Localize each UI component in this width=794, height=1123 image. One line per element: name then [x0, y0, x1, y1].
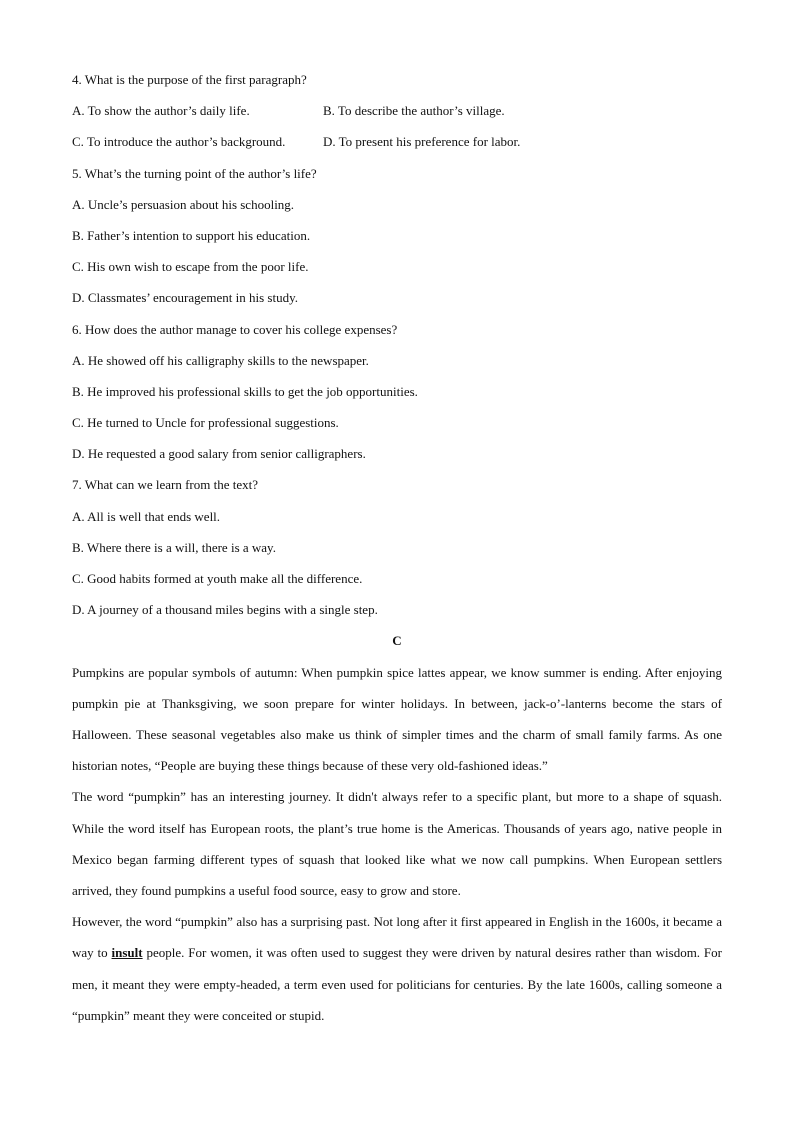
- question-4-option-c: C. To introduce the author’s background.: [72, 134, 286, 150]
- question-4-options-row-2: [72, 126, 722, 157]
- question-5-option-c: C. His own wish to escape from the poor life.: [72, 259, 309, 275]
- question-7-option-c: C. Good habits formed at youth make all the difference.: [72, 571, 363, 586]
- question-5-stem: 5. What’s the turning point of the author’s life?: [72, 165, 317, 181]
- question-6-option-a: A. He showed off his calligraphy skills to the newspaper.: [72, 352, 369, 368]
- passage-paragraph-2: The word “pumpkin” has an interesting journey. It didn't always refer to a specific plant, but more to a shape of squash. While the word itself has European roots, the plant’s true home is the Americas. Thousands of years ago, native people in Mexico began farming different types of squash that looked like what we now call pumpkins. When European settlers arrived, they found pumpkins a useful food source, easy to grow and store.: [72, 789, 722, 898]
- question-5-option-b: B. Father’s intention to support his education.: [72, 227, 311, 243]
- question-4-option-b: B. To describe the author’s village.: [323, 103, 505, 119]
- question-6-option-b: B. He improved his professional skills to get the job opportunities.: [72, 383, 418, 399]
- question-6-stem: 6. How does the author manage to cover his college expenses?: [72, 321, 398, 337]
- question-7-option-d: D. A journey of a thousand miles begins with a single step.: [72, 602, 378, 618]
- passage-paragraph-1: Pumpkins are popular symbols of autumn: When pumpkin spice lattes appear, we know summer is ending. After enjoying pumpkin pie at Thanksgiving, we soon prepare for winter holidays. In between, jack-o’-lanterns become the stars of Halloween. These seasonal vegetables also make us think of simpler times and the charm of small family farms. As one historian notes, “People are buying these things because of these very old-fashioned ideas.”: [72, 664, 722, 774]
- question-7-option-b: B. Where there is a will, there is a way.: [72, 539, 276, 555]
- question-7-stem: 7. What can we learn from the text?: [72, 477, 259, 493]
- question-5-option-a: A. Uncle’s persuasion about his schooling.: [72, 196, 295, 212]
- question-4-option-a: A. To show the author’s daily life.: [72, 103, 250, 119]
- question-7-option-a: A. All is well that ends well.: [72, 508, 221, 524]
- question-6-option-d: D. He requested a good salary from senior calligraphers.: [72, 446, 366, 462]
- paragraph-3-text-after: people. For women, it was often used to suggest they were driven by natural desires rather than wisdom. For men, it meant they were empty-headed, a term even used for politicians for centuries. By the late 1600s, calling someone a “pumpkin” meant they were conceited or stupid.: [72, 945, 722, 1023]
- section-title: C: [392, 633, 402, 649]
- passage-paragraph-3: [72, 906, 722, 1031]
- question-4-options-row-1: [72, 95, 722, 126]
- question-4-option-d: D. To present his preference for labor.: [323, 134, 521, 150]
- document-page: [72, 64, 722, 1031]
- paragraph-3-text-before: However, the word “pumpkin” also has a surprising past. Not long after it first appeared in English in the 1600s, it became a way to: [72, 914, 722, 961]
- question-5-option-d: D. Classmates’ encouragement in his study.: [72, 290, 299, 306]
- question-6-option-c: C. He turned to Uncle for professional suggestions.: [72, 415, 339, 431]
- keyword-insult: insult: [111, 945, 143, 961]
- question-4-stem: 4. What is the purpose of the first paragraph?: [72, 72, 307, 87]
